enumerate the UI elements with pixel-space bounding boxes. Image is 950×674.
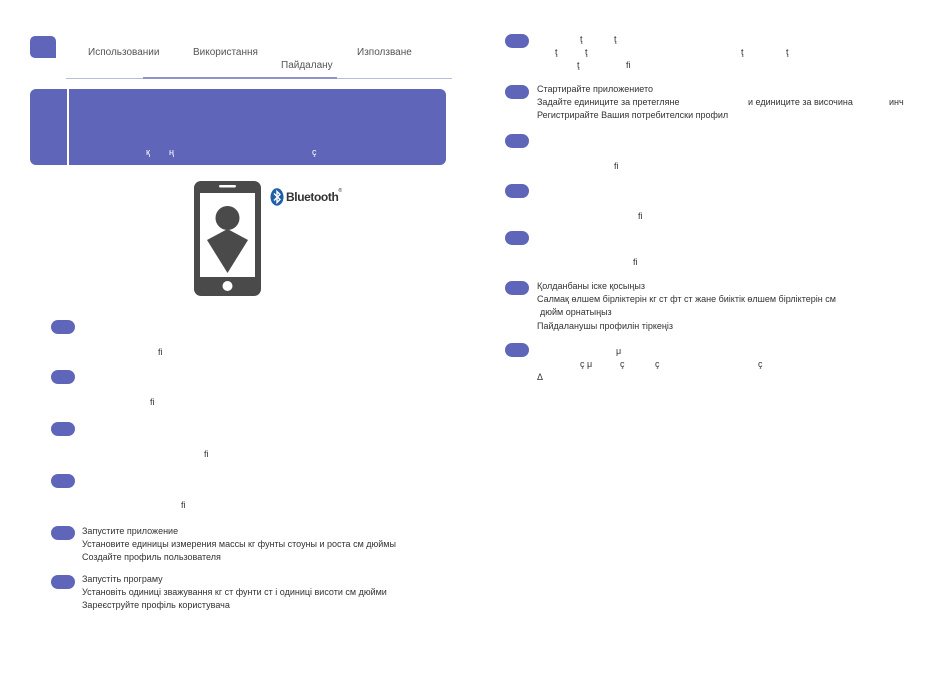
step-pill-last <box>505 343 529 357</box>
step-pill-2 <box>51 370 75 384</box>
bluetooth-registered-mark: ® <box>338 188 343 194</box>
step-pill-bg <box>505 85 529 99</box>
bg-title: Стартирайте приложението <box>537 84 653 94</box>
ru-units: Установите единицы измерения массы кг фунты стоуны и роста см дюймы <box>82 539 396 549</box>
ro-char-3: ţ <box>555 47 558 57</box>
bg-units-weight: Задайте единиците за претегляне <box>537 97 680 107</box>
smartphone-icon <box>193 180 262 297</box>
right-step-2-glyph: ﬁ <box>638 211 643 221</box>
ro-char-8: ﬁ <box>626 60 631 70</box>
step-pill-ro <box>505 34 529 48</box>
step-pill-kk <box>505 281 529 295</box>
last-mu: μ <box>616 346 622 356</box>
banner-fragment-2: ң <box>169 147 174 157</box>
ro-char-6: ţ <box>786 47 789 57</box>
step-2-glyph: ﬁ <box>150 397 155 407</box>
ru-title: Запустите приложение <box>82 526 179 536</box>
ro-char-2: ţ <box>614 34 617 44</box>
uk-units: Установіть одиниці зважування кг ст фунти ст і одиниці висоти см дюйми <box>82 587 387 597</box>
last-frag-2: ç <box>620 359 625 369</box>
header-label-uk: Використання <box>193 47 258 58</box>
last-frag-1: ç μ <box>580 359 593 369</box>
kk-units-cont: дюйм орнатыңыз <box>540 307 612 317</box>
banner-fragment-1: қ <box>146 147 150 157</box>
bluetooth-logo <box>270 188 342 206</box>
last-frag-3: ç <box>655 359 660 369</box>
bluetooth-label: Bluetooth <box>286 190 339 204</box>
bg-units-inch: инч <box>889 97 904 107</box>
header-label-ru: Использовании <box>88 47 160 58</box>
step-pill-4 <box>51 474 75 488</box>
uk-profile: Зареєструйте профіль користувача <box>82 600 230 610</box>
step-pill-r3 <box>505 231 529 245</box>
ro-char-7: ţ <box>577 60 580 70</box>
header-label-kk: Пайдалану <box>281 60 333 71</box>
step-pill-uk <box>51 575 75 589</box>
bg-units-height: и единиците за височина <box>748 97 853 107</box>
kk-title: Қолданбаны іске қосыңыз <box>537 281 645 291</box>
step-pill-1 <box>51 320 75 334</box>
ro-char-4: ţ <box>585 47 588 57</box>
step-pill-r1 <box>505 134 529 148</box>
step-3-glyph: ﬁ <box>204 449 209 459</box>
banner-fragment-3: ç <box>312 147 317 157</box>
title-banner <box>30 89 446 165</box>
step-4-glyph: ﬁ <box>181 500 186 510</box>
step-pill-3 <box>51 422 75 436</box>
header-rule-accent <box>143 77 337 79</box>
bluetooth-icon <box>270 188 284 206</box>
ro-char-1: ţ <box>580 34 583 44</box>
header-tab-marker <box>30 36 56 58</box>
step-pill-ru <box>51 526 75 540</box>
kk-units: Салмақ өлшем бірліктерін кг ст фт ст жане биіктік өлшем бірліктерін см <box>537 294 836 304</box>
right-step-3-glyph: ﬁ <box>633 257 638 267</box>
ro-char-5: ţ <box>741 47 744 57</box>
step-1-glyph: ﬁ <box>158 347 163 357</box>
ru-profile: Создайте профиль пользователя <box>82 552 221 562</box>
step-pill-r2 <box>505 184 529 198</box>
kk-profile: Пайдаланушы профилін тіркеңіз <box>537 321 673 331</box>
uk-title: Запустіть програму <box>82 574 163 584</box>
bg-profile: Регистрирайте Вашия потребителски профил <box>537 110 729 120</box>
right-step-1-glyph: ﬁ <box>614 161 619 171</box>
banner-divider <box>67 89 69 165</box>
header-label-bg: Използване <box>357 47 412 58</box>
last-frag-4: ç <box>758 359 763 369</box>
last-delta: Δ <box>537 372 544 382</box>
